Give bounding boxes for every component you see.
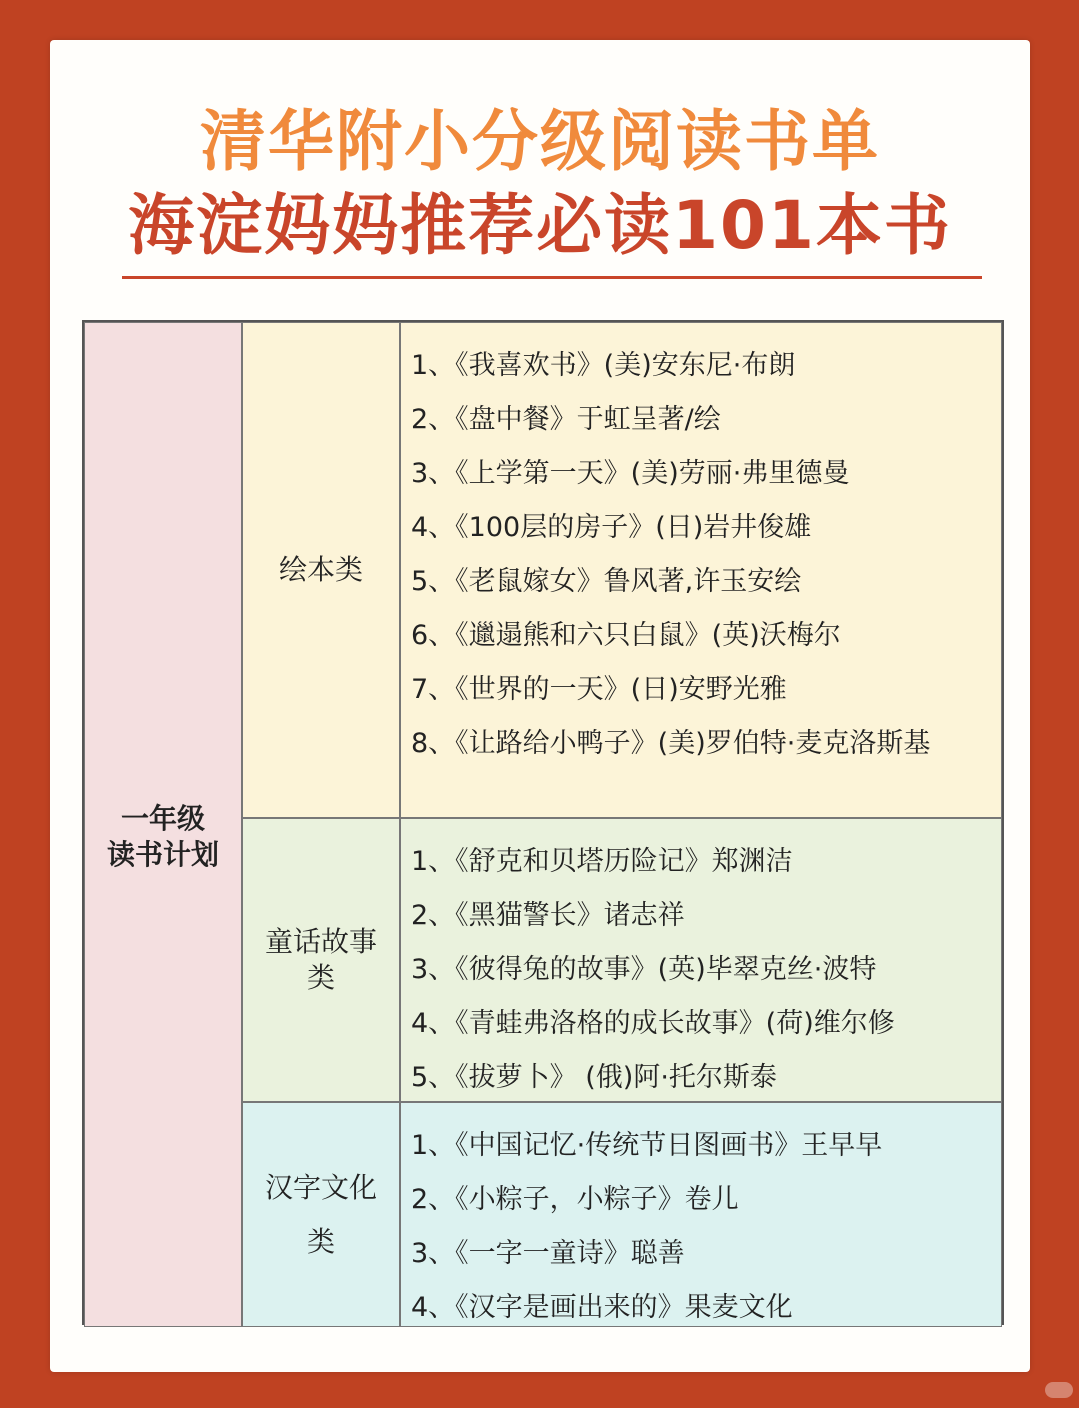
list-item: 3、《彼得兔的故事》(英)毕翠克丝·波特 bbox=[411, 954, 877, 985]
list-item: 2、《盘中餐》于虹呈著/绘 bbox=[411, 404, 721, 435]
list-item: 5、《拔萝卜》 (俄)阿·托尔斯泰 bbox=[411, 1062, 777, 1093]
list-item: 4、《汉字是画出来的》果麦文化 bbox=[411, 1292, 793, 1323]
list-item: 1、《舒克和贝塔历险记》郑渊洁 bbox=[411, 846, 793, 877]
category-fairy-tales bbox=[242, 818, 400, 1102]
list-item: 2、《黑猫警长》诸志祥 bbox=[411, 900, 685, 931]
list-item: 4、《100层的房子》(日)岩井俊雄 bbox=[411, 512, 812, 543]
list-item: 3、《一字一童诗》聪善 bbox=[411, 1238, 685, 1269]
grade-cell bbox=[84, 322, 242, 1327]
watermark-badge bbox=[1045, 1382, 1073, 1398]
list-item: 5、《老鼠嫁女》鲁风著,许玉安绘 bbox=[411, 566, 802, 597]
book-list-chinese-characters bbox=[400, 1102, 1002, 1327]
reading-plan-table bbox=[82, 320, 1004, 1325]
grade-label-line2: 读书计划 bbox=[106, 837, 219, 871]
list-item: 7、《世界的一天》(日)安野光雅 bbox=[411, 674, 787, 705]
list-item: 3、《上学第一天》(美)劳丽·弗里德曼 bbox=[411, 458, 850, 489]
book-list-card bbox=[50, 40, 1030, 1372]
list-item: 6、《邋遢熊和六只白鼠》(英)沃梅尔 bbox=[411, 620, 841, 651]
category-label-suffix: 类 bbox=[306, 1224, 335, 1258]
category-chinese-characters bbox=[242, 1102, 400, 1327]
list-item: 1、《中国记忆·传统节日图画书》王早早 bbox=[411, 1130, 883, 1161]
category-picture-books bbox=[242, 322, 400, 818]
page-title: 清华附小分级阅读书单 bbox=[200, 103, 880, 180]
page-subtitle: 海淀妈妈推荐必读101本书 bbox=[128, 187, 952, 264]
title-divider bbox=[122, 276, 982, 279]
book-list-fairy-tales bbox=[400, 818, 1002, 1102]
category-label-suffix: 类 bbox=[306, 961, 335, 994]
book-list-picture-books bbox=[400, 322, 1002, 818]
grade-label-line1: 一年级 bbox=[120, 801, 205, 835]
list-item: 2、《小粽子，小粽子》卷儿 bbox=[411, 1184, 739, 1215]
category-label: 绘本类 bbox=[278, 553, 363, 586]
category-label: 童话故事 bbox=[264, 925, 377, 958]
list-item: 1、《我喜欢书》(美)安东尼·布朗 bbox=[411, 350, 796, 381]
list-item: 8、《让路给小鸭子》(美)罗伯特·麦克洛斯基 bbox=[411, 728, 931, 759]
category-label: 汉字文化 bbox=[264, 1170, 377, 1204]
list-item: 4、《青蛙弗洛格的成长故事》(荷)维尔修 bbox=[411, 1008, 895, 1039]
